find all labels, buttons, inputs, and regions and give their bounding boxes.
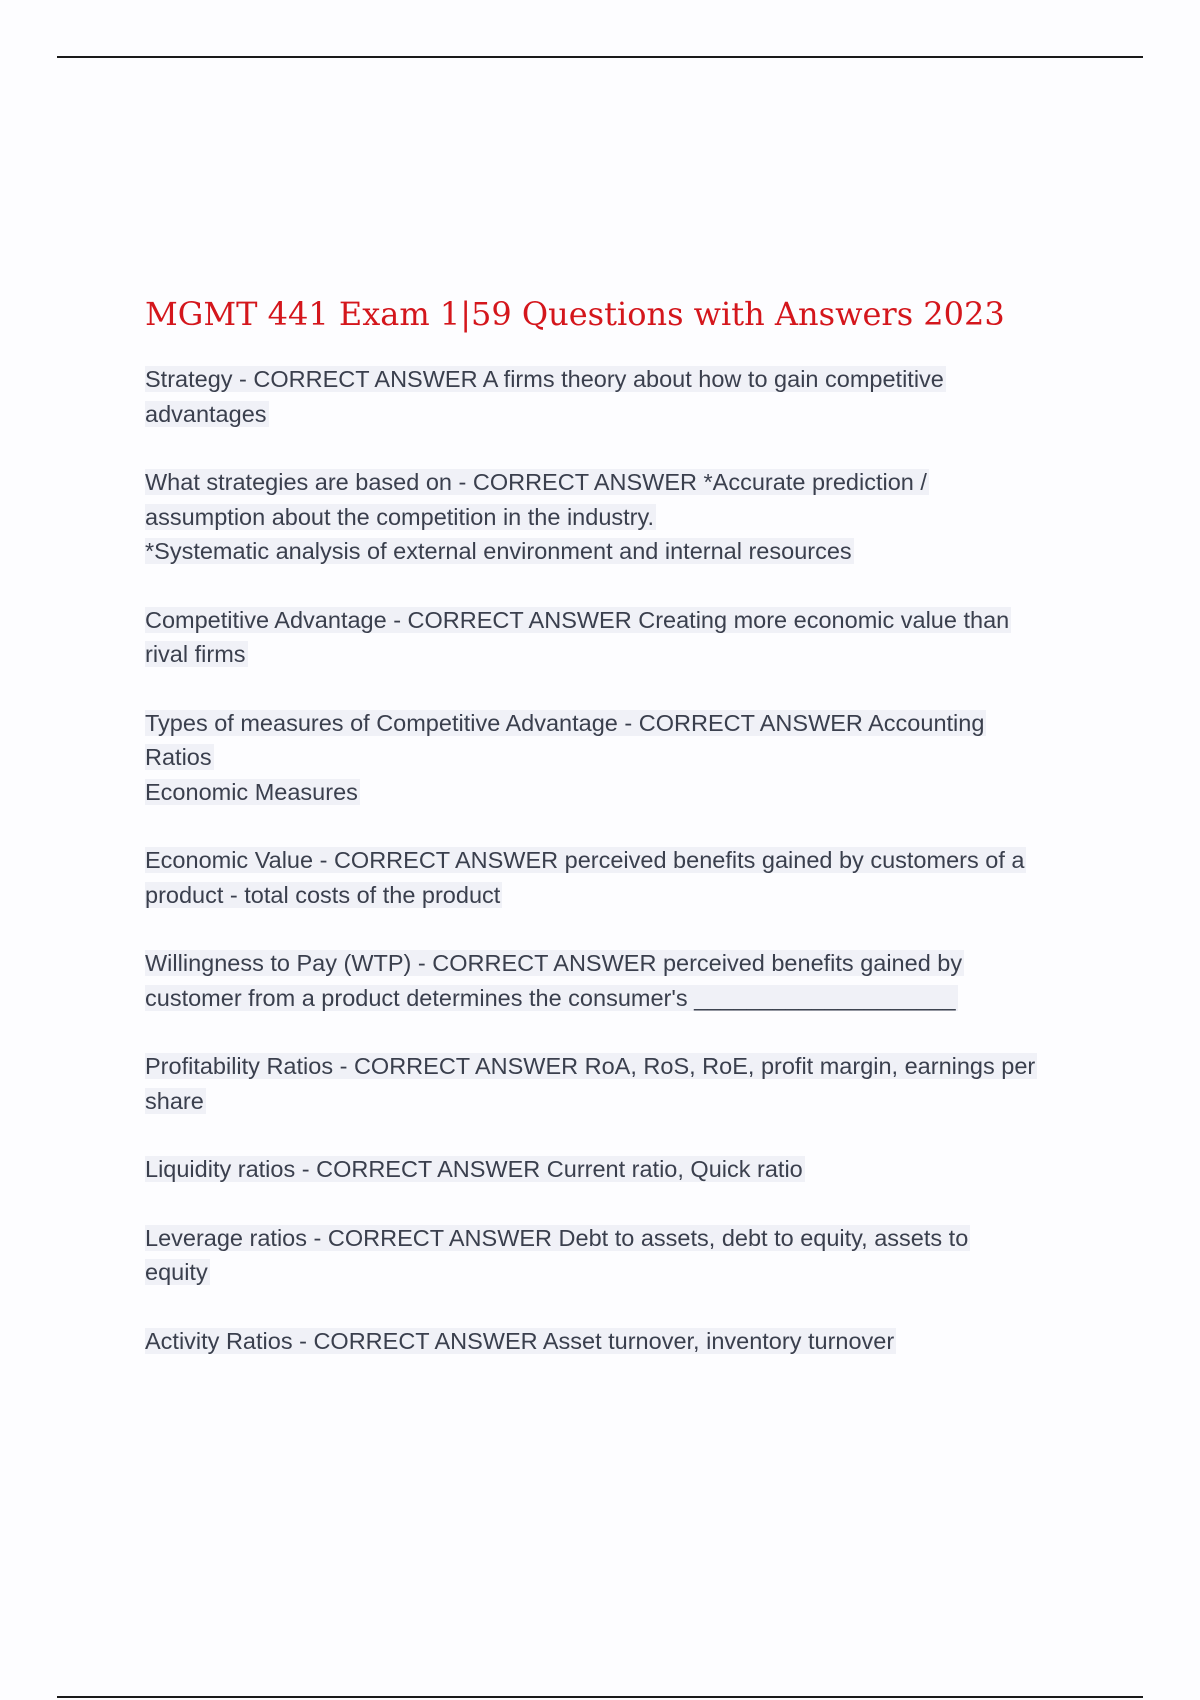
- qa-line: Strategy - CORRECT ANSWER A firms theory about how to gain competitive: [145, 366, 944, 392]
- qa-entry: [145, 465, 1085, 569]
- qa-line: product - total costs of the product: [145, 881, 501, 908]
- qa-line: What strategies are based on - CORRECT ANSWER *Accurate prediction /: [145, 469, 927, 495]
- qa-entry: [145, 946, 1085, 1015]
- qa-line: rival firms: [145, 641, 246, 667]
- qa-line: Leverage ratios - CORRECT ANSWER Debt to assets, debt to equity, assets to: [145, 1224, 969, 1251]
- qa-line: Profitability Ratios - CORRECT ANSWER RoA, RoS, RoE, profit margin, earnings per: [145, 1053, 1036, 1079]
- top-rule: [57, 56, 1143, 58]
- qa-line: Activity Ratios - CORRECT ANSWER Asset turnover, inventory turnover: [145, 1327, 895, 1354]
- qa-line: Liquidity ratios - CORRECT ANSWER Current ratio, Quick ratio: [145, 1156, 803, 1182]
- qa-line: Ratios: [145, 744, 212, 770]
- qa-entry: [145, 362, 1085, 431]
- qa-line: Types of measures of Competitive Advantage - CORRECT ANSWER Accounting: [145, 709, 985, 736]
- qa-line: Economic Value - CORRECT ANSWER perceived benefits gained by customers of a: [145, 847, 1025, 873]
- qa-line: advantages: [145, 400, 267, 427]
- document-body: [145, 292, 1085, 1392]
- qa-entry: [145, 1324, 1085, 1359]
- qa-line: Competitive Advantage - CORRECT ANSWER Creating more economic value than: [145, 606, 1010, 633]
- qa-line: assumption about the competition in the industry.: [145, 503, 655, 530]
- qa-entry: [145, 1221, 1085, 1290]
- qa-entry: [145, 706, 1085, 810]
- bottom-rule: [57, 1696, 1143, 1698]
- qa-line: equity: [145, 1259, 208, 1285]
- qa-line: Willingness to Pay (WTP) - CORRECT ANSWER perceived benefits gained by: [145, 950, 963, 976]
- qa-entry: [145, 603, 1085, 672]
- document-title: MGMT 441 Exam 1|59 Questions with Answers 2023: [145, 295, 1005, 333]
- qa-line: *Systematic analysis of external environment and internal resources: [145, 538, 852, 564]
- qa-entry: [145, 1152, 1085, 1187]
- qa-line: Economic Measures: [145, 778, 358, 805]
- qa-line: share: [145, 1087, 204, 1114]
- qa-entry: [145, 1049, 1085, 1118]
- qa-line: customer from a product determines the consumer's ____________________: [145, 984, 956, 1011]
- qa-entry: [145, 843, 1085, 912]
